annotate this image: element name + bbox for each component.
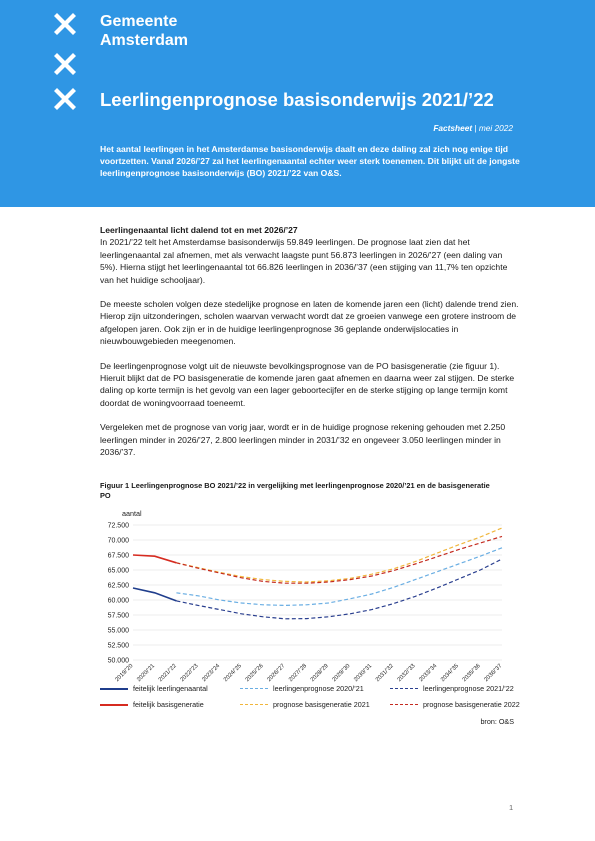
brand-line-1: Gemeente <box>100 13 178 30</box>
x-tick-label: 2026/’27 <box>266 663 287 684</box>
x-tick-label: 2036/’37 <box>483 663 504 684</box>
andreas-cross-icon <box>54 88 76 110</box>
y-tick-label: 70.000 <box>107 537 129 545</box>
legend-label: feitelijk basisgeneratie <box>133 700 204 709</box>
factsheet-type: Factsheet <box>433 123 473 133</box>
legend-label: prognose basisgeneratie 2022 <box>423 700 520 709</box>
main-content <box>100 224 520 471</box>
y-tick-label: 57.500 <box>107 612 129 620</box>
series-line <box>176 559 502 619</box>
series-line <box>176 548 502 606</box>
paragraph: De meeste scholen volgen deze stedelijke prognose en laten de komende jaren een (licht) dalende trend zien. Hierop zijn uitzonderingen, scholen waarvan verwacht wordt dat ze groeien vanwege een grotere instroom de afgelopen jaren. Ook zijn er in de huidige leerlingenprognose 36 geplande onderwijslocaties in nieuwbouwgebieden meegenomen. <box>100 299 519 347</box>
legend-item <box>100 700 204 709</box>
brand-name <box>100 12 188 50</box>
y-tick-label: 55.000 <box>107 627 129 635</box>
series-line <box>176 536 502 583</box>
x-tick-label: 2021/’22 <box>157 663 178 684</box>
legend-swatch <box>240 688 268 689</box>
series-line <box>133 588 176 601</box>
x-tick-label: 2022/’23 <box>179 663 200 684</box>
legend-item <box>240 700 370 709</box>
x-tick-label: 2024/’25 <box>222 663 243 684</box>
header-banner <box>0 0 595 207</box>
legend-swatch <box>240 704 268 705</box>
intro-text: Het aantal leerlingen in het Amsterdamse basisonderwijs daalt en deze daling zal zich nog enige tijd voortzetten. Vanaf 2026/’27 zal het leerlingenaantal echter weer sterk toenemen. Dit blijkt uit de jongste leerlingenprognose basisonderwijs (BO) 2021/’22 van O&S. <box>100 144 520 179</box>
x-tick-label: 2028/’29 <box>309 663 330 684</box>
y-tick-label: 67.500 <box>107 552 129 560</box>
legend-item <box>100 684 208 693</box>
x-tick-label: 2032/’33 <box>396 663 417 684</box>
y-tick-label: 60.000 <box>107 597 129 605</box>
y-tick-label: 52.500 <box>107 642 129 650</box>
y-tick-label: 65.000 <box>107 567 129 575</box>
legend-label: feitelijk leerlingenaantal <box>133 684 208 693</box>
figure-caption: Figuur 1 Leerlingenprognose BO 2021/’22 in vergelijking met leerlingenprognose 2020/’21 en de basisgeneratie PO <box>100 481 490 501</box>
factsheet-label: Factsheet | mei 2022 <box>433 123 513 133</box>
x-tick-label: 2034/’35 <box>440 663 461 684</box>
factsheet-date: mei 2022 <box>478 123 513 133</box>
legend-label: leerlingenprognose 2021/’22 <box>423 684 514 693</box>
x-tick-label: 2020/’21 <box>136 663 157 684</box>
legend-swatch <box>390 704 418 705</box>
x-tick-label: 2033/’34 <box>418 663 439 684</box>
paragraph: In 2021/’22 telt het Amsterdamse basisonderwijs 59.849 leerlingen. De prognose laat zien dat het leerlingenaantal zal afnemen, met als verwacht laagste punt 56.873 leerlingen in 2026/’27 (een daling van 5%). Hierna stijgt het leerlingenaantal tot 66.826 leerlingen in 2036/’37 (een stijging van 11,7% ten opzichte van het huidige schooljaar). <box>100 237 508 285</box>
y-tick-label: 72.500 <box>107 522 129 530</box>
legend-item <box>390 700 520 709</box>
paragraph: Vergeleken met de prognose van vorig jaar, wordt er in de huidige prognose rekening gehouden met 2.250 leerlingen minder in 2026/’27, 2.800 leerlingen minder in 2031/’32 en ongeveer 3.050 leerlingen minder in 2036/’37. <box>100 422 506 458</box>
page-number: 1 <box>509 803 514 812</box>
x-tick-label: 2030/’31 <box>353 663 374 684</box>
legend-label: prognose basisgeneratie 2021 <box>273 700 370 709</box>
brand-line-2: Amsterdam <box>100 32 189 49</box>
x-tick-label: 2027/’28 <box>288 663 309 684</box>
x-tick-label: 2023/’24 <box>201 663 222 684</box>
section-heading: Leerlingenaantal licht dalend tot en met 2026/’27 <box>100 225 298 235</box>
x-tick-label: 2035/’36 <box>461 663 482 684</box>
y-tick-label: 62.500 <box>107 582 129 590</box>
x-tick-label: 2025/’26 <box>244 663 265 684</box>
source-note: bron: O&S <box>480 717 514 726</box>
y-axis-label: aantal <box>122 509 142 518</box>
legend-item <box>390 684 514 693</box>
andreas-cross-icon <box>54 53 76 75</box>
legend-item <box>240 684 364 693</box>
andreas-cross-icon <box>54 13 76 35</box>
x-tick-label: 2031/’32 <box>374 663 395 684</box>
x-tick-label: 2019/’20 <box>114 663 135 684</box>
legend-label: leerlingenprognose 2020/’21 <box>273 684 364 693</box>
legend-swatch <box>100 704 128 706</box>
paragraph: De leerlingenprognose volgt uit de nieuwste bevolkingsprognose van de PO basisgeneratie (zie figuur 1). Hieruit blijkt dat de PO basisgeneratie de komende jaren gaat afnemen en daarna weer zal stijgen. De sterke daling op korte termijn is het gevolg van een lager geboortecijfer en de sterke stijging op lange termijn komt doordat de woningvoorraad toeneemt. <box>100 360 515 408</box>
legend-swatch <box>100 688 128 690</box>
y-tick-label: 50.000 <box>107 657 129 665</box>
line-chart <box>90 505 520 685</box>
series-line <box>133 555 176 563</box>
page-title: Leerlingenprognose basisonderwijs 2021/’22 <box>100 89 494 110</box>
x-tick-label: 2029/’30 <box>331 663 352 684</box>
legend-swatch <box>390 688 418 689</box>
